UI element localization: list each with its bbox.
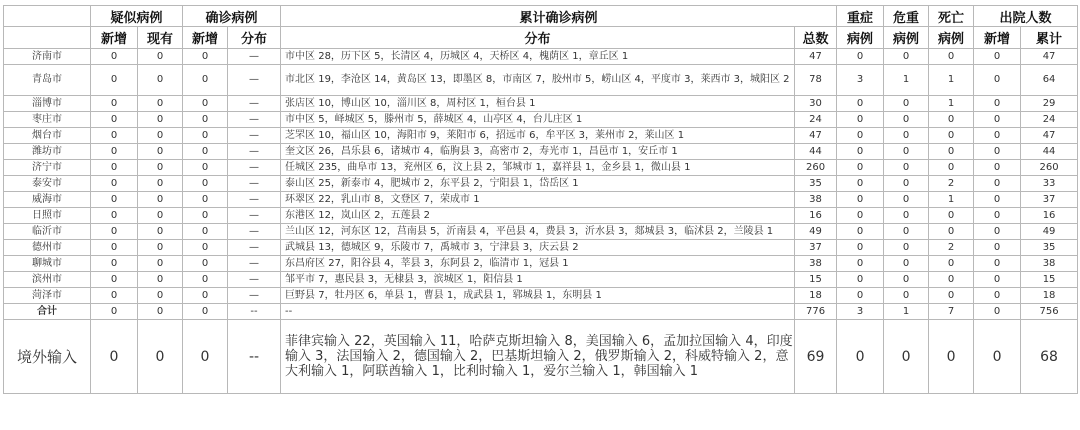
confirmed-distribution-cell: —: [228, 256, 281, 272]
total-cell: 47: [795, 128, 837, 144]
distribution-cell: 任城区 235，曲阜市 13，兖州区 6，汶上县 2，邹城市 1，嘉祥县 1，金乡县 1，微山县 1: [281, 160, 795, 176]
confirmed-distribution-cell: —: [228, 176, 281, 192]
discharged-new-cell: 0: [974, 240, 1021, 256]
discharged-new-cell: 0: [974, 320, 1021, 394]
header-cumulative: 累计确诊病例: [281, 6, 837, 27]
discharged-cumulative-cell: 68: [1021, 320, 1078, 394]
critical-cell: 0: [884, 112, 929, 128]
city-cell: 临沂市: [4, 224, 91, 240]
total-cell: 78: [795, 65, 837, 96]
header-discharged-new: 新增: [974, 27, 1021, 49]
discharged-cumulative-cell: 16: [1021, 208, 1078, 224]
death-cell: 1: [929, 96, 974, 112]
confirmed-distribution-cell: —: [228, 288, 281, 304]
death-cell: 0: [929, 49, 974, 65]
distribution-cell: 芝罘区 10，福山区 10，海阳市 9，莱阳市 6，招远市 6，牟平区 3，莱州市 2，莱山区 1: [281, 128, 795, 144]
confirmed-new-cell: 0: [183, 65, 228, 96]
confirmed-new-cell: 0: [183, 224, 228, 240]
discharged-cumulative-cell: 35: [1021, 240, 1078, 256]
covid-statistics-table: [3, 5, 1078, 394]
discharged-new-cell: 0: [974, 96, 1021, 112]
confirmed-new-cell: 0: [183, 128, 228, 144]
severe-cell: 0: [837, 272, 884, 288]
discharged-cumulative-cell: 44: [1021, 144, 1078, 160]
critical-cell: 0: [884, 144, 929, 160]
discharged-new-cell: 0: [974, 208, 1021, 224]
corner-cell: [4, 6, 91, 27]
distribution-cell: 菲律宾输入 22，英国输入 11，哈萨克斯坦输入 8，美国输入 6，孟加拉国输入 4，印度输入 3，法国输入 2，德国输入 2，巴基斯坦输入 2，俄罗斯输入 2，科威特输入 2，意大利输入 1，阿联酋输入 1，比利时输入 1，爱尔兰输入 1，韩国输入 1: [281, 320, 795, 394]
discharged-cumulative-cell: 33: [1021, 176, 1078, 192]
discharged-new-cell: 0: [974, 192, 1021, 208]
total-cell: 776: [795, 304, 837, 320]
death-cell: 0: [929, 256, 974, 272]
city-cell: 济宁市: [4, 160, 91, 176]
table-row: [4, 304, 1078, 320]
suspected-current-cell: 0: [138, 144, 183, 160]
confirmed-distribution-cell: —: [228, 192, 281, 208]
suspected-current-cell: 0: [138, 272, 183, 288]
distribution-cell: 东港区 12，岚山区 2，五莲县 2: [281, 208, 795, 224]
critical-cell: 0: [884, 96, 929, 112]
table-row: [4, 160, 1078, 176]
confirmed-distribution-cell: —: [228, 144, 281, 160]
suspected-new-cell: 0: [91, 192, 138, 208]
confirmed-new-cell: 0: [183, 144, 228, 160]
discharged-cumulative-cell: 38: [1021, 256, 1078, 272]
suspected-new-cell: 0: [91, 49, 138, 65]
discharged-cumulative-cell: 260: [1021, 160, 1078, 176]
suspected-new-cell: 0: [91, 128, 138, 144]
confirmed-new-cell: 0: [183, 96, 228, 112]
header-confirmed: 确诊病例: [183, 6, 281, 27]
critical-cell: 0: [884, 320, 929, 394]
suspected-current-cell: 0: [138, 96, 183, 112]
discharged-new-cell: 0: [974, 304, 1021, 320]
discharged-cumulative-cell: 18: [1021, 288, 1078, 304]
header-row-2: [4, 27, 1078, 49]
header-critical-top: 危重: [884, 6, 929, 27]
critical-cell: 0: [884, 128, 929, 144]
total-cell: 38: [795, 256, 837, 272]
severe-cell: 0: [837, 144, 884, 160]
death-cell: 2: [929, 176, 974, 192]
confirmed-new-cell: 0: [183, 176, 228, 192]
city-cell: 泰安市: [4, 176, 91, 192]
confirmed-new-cell: 0: [183, 256, 228, 272]
discharged-cumulative-cell: 756: [1021, 304, 1078, 320]
confirmed-distribution-cell: —: [228, 240, 281, 256]
distribution-cell: 奎文区 26，昌乐县 6，诸城市 4，临朐县 3，高密市 2，寿光市 1，昌邑市 1，安丘市 1: [281, 144, 795, 160]
critical-cell: 0: [884, 208, 929, 224]
severe-cell: 3: [837, 65, 884, 96]
distribution-cell: 武城县 13，德城区 9，乐陵市 7，禹城市 3，宁津县 3，庆云县 2: [281, 240, 795, 256]
corner-cell-2: [4, 27, 91, 49]
critical-cell: 1: [884, 65, 929, 96]
header-severe-bottom: 病例: [837, 27, 884, 49]
critical-cell: 0: [884, 224, 929, 240]
confirmed-distribution-cell: --: [228, 304, 281, 320]
distribution-cell: 环翠区 22，乳山市 8，文登区 7，荣成市 1: [281, 192, 795, 208]
suspected-current-cell: 0: [138, 288, 183, 304]
total-cell: 15: [795, 272, 837, 288]
city-cell: 威海市: [4, 192, 91, 208]
city-cell: 潍坊市: [4, 144, 91, 160]
total-cell: 37: [795, 240, 837, 256]
table-row: [4, 65, 1078, 96]
table-row: [4, 256, 1078, 272]
header-confirmed-new: 新增: [183, 27, 228, 49]
table-row: [4, 144, 1078, 160]
suspected-current-cell: 0: [138, 192, 183, 208]
suspected-current-cell: 0: [138, 176, 183, 192]
city-cell: 青岛市: [4, 65, 91, 96]
suspected-current-cell: 0: [138, 240, 183, 256]
severe-cell: 0: [837, 96, 884, 112]
discharged-cumulative-cell: 15: [1021, 272, 1078, 288]
death-cell: 0: [929, 320, 974, 394]
header-cumulative-distribution: 分布: [281, 27, 795, 49]
suspected-current-cell: 0: [138, 128, 183, 144]
death-cell: 0: [929, 288, 974, 304]
severe-cell: 0: [837, 192, 884, 208]
severe-cell: 0: [837, 240, 884, 256]
suspected-new-cell: 0: [91, 208, 138, 224]
suspected-new-cell: 0: [91, 65, 138, 96]
suspected-new-cell: 0: [91, 288, 138, 304]
confirmed-distribution-cell: --: [228, 320, 281, 394]
header-critical-bottom: 病例: [884, 27, 929, 49]
death-cell: 0: [929, 128, 974, 144]
suspected-new-cell: 0: [91, 304, 138, 320]
confirmed-new-cell: 0: [183, 112, 228, 128]
suspected-new-cell: 0: [91, 96, 138, 112]
critical-cell: 0: [884, 49, 929, 65]
total-cell: 260: [795, 160, 837, 176]
discharged-new-cell: 0: [974, 224, 1021, 240]
discharged-new-cell: 0: [974, 65, 1021, 96]
confirmed-distribution-cell: —: [228, 65, 281, 96]
confirmed-distribution-cell: —: [228, 96, 281, 112]
severe-cell: 0: [837, 208, 884, 224]
distribution-cell: --: [281, 304, 795, 320]
table-row: [4, 224, 1078, 240]
total-cell: 49: [795, 224, 837, 240]
death-cell: 0: [929, 144, 974, 160]
confirmed-new-cell: 0: [183, 320, 228, 394]
header-suspected: 疑似病例: [91, 6, 183, 27]
city-cell: 济南市: [4, 49, 91, 65]
severe-cell: 0: [837, 176, 884, 192]
confirmed-new-cell: 0: [183, 49, 228, 65]
suspected-current-cell: 0: [138, 65, 183, 96]
table-row: [4, 320, 1078, 394]
confirmed-new-cell: 0: [183, 272, 228, 288]
header-discharged: 出院人数: [974, 6, 1078, 27]
suspected-new-cell: 0: [91, 272, 138, 288]
discharged-cumulative-cell: 29: [1021, 96, 1078, 112]
suspected-current-cell: 0: [138, 208, 183, 224]
discharged-cumulative-cell: 37: [1021, 192, 1078, 208]
confirmed-new-cell: 0: [183, 304, 228, 320]
discharged-cumulative-cell: 24: [1021, 112, 1078, 128]
distribution-cell: 东昌府区 27，阳谷县 4，莘县 3，东阿县 2，临清市 1，冠县 1: [281, 256, 795, 272]
suspected-current-cell: 0: [138, 49, 183, 65]
city-cell: 菏泽市: [4, 288, 91, 304]
confirmed-distribution-cell: —: [228, 128, 281, 144]
city-cell: 合计: [4, 304, 91, 320]
confirmed-distribution-cell: —: [228, 208, 281, 224]
death-cell: 0: [929, 160, 974, 176]
severe-cell: 0: [837, 49, 884, 65]
critical-cell: 0: [884, 160, 929, 176]
discharged-cumulative-cell: 49: [1021, 224, 1078, 240]
discharged-new-cell: 0: [974, 49, 1021, 65]
table-row: [4, 240, 1078, 256]
distribution-cell: 泰山区 25，新泰市 4，肥城市 2，东平县 2，宁阳县 1，岱岳区 1: [281, 176, 795, 192]
city-cell: 枣庄市: [4, 112, 91, 128]
critical-cell: 1: [884, 304, 929, 320]
confirmed-distribution-cell: —: [228, 49, 281, 65]
header-discharged-cumulative: 累计: [1021, 27, 1078, 49]
critical-cell: 0: [884, 192, 929, 208]
suspected-current-cell: 0: [138, 112, 183, 128]
confirmed-new-cell: 0: [183, 240, 228, 256]
distribution-cell: 市北区 19，李沧区 14，黄岛区 13，即墨区 8，市南区 7，胶州市 5，崂山区 4，平度市 3，莱西市 3，城阳区 2: [281, 65, 795, 96]
table-row: [4, 128, 1078, 144]
severe-cell: 0: [837, 160, 884, 176]
distribution-cell: 巨野县 7，牡丹区 6，单县 1，曹县 1，成武县 1，郓城县 1，东明县 1: [281, 288, 795, 304]
critical-cell: 0: [884, 288, 929, 304]
table-row: [4, 208, 1078, 224]
total-cell: 18: [795, 288, 837, 304]
confirmed-distribution-cell: —: [228, 272, 281, 288]
total-cell: 38: [795, 192, 837, 208]
table-row: [4, 176, 1078, 192]
distribution-cell: 张店区 10，博山区 10，淄川区 8，周村区 1，桓台县 1: [281, 96, 795, 112]
confirmed-new-cell: 0: [183, 208, 228, 224]
total-cell: 24: [795, 112, 837, 128]
severe-cell: 0: [837, 112, 884, 128]
discharged-new-cell: 0: [974, 272, 1021, 288]
header-cumulative-total: 总数: [795, 27, 837, 49]
table-body: [4, 49, 1078, 394]
severe-cell: 0: [837, 224, 884, 240]
discharged-new-cell: 0: [974, 288, 1021, 304]
discharged-new-cell: 0: [974, 160, 1021, 176]
death-cell: 0: [929, 112, 974, 128]
total-cell: 30: [795, 96, 837, 112]
death-cell: 0: [929, 208, 974, 224]
table-row: [4, 272, 1078, 288]
total-cell: 16: [795, 208, 837, 224]
total-cell: 47: [795, 49, 837, 65]
suspected-new-cell: 0: [91, 256, 138, 272]
city-cell: 聊城市: [4, 256, 91, 272]
death-cell: 2: [929, 240, 974, 256]
critical-cell: 0: [884, 256, 929, 272]
discharged-new-cell: 0: [974, 144, 1021, 160]
suspected-current-cell: 0: [138, 224, 183, 240]
discharged-new-cell: 0: [974, 112, 1021, 128]
total-cell: 69: [795, 320, 837, 394]
city-cell: 德州市: [4, 240, 91, 256]
critical-cell: 0: [884, 176, 929, 192]
header-row-1: [4, 6, 1078, 27]
distribution-cell: 市中区 5，峄城区 5，滕州市 5，薛城区 4，山亭区 4，台儿庄区 1: [281, 112, 795, 128]
table-row: [4, 112, 1078, 128]
city-cell: 淄博市: [4, 96, 91, 112]
discharged-cumulative-cell: 64: [1021, 65, 1078, 96]
header-confirmed-distribution: 分布: [228, 27, 281, 49]
death-cell: 0: [929, 224, 974, 240]
distribution-cell: 邹平市 7，惠民县 3，无棣县 3，滨城区 1，阳信县 1: [281, 272, 795, 288]
discharged-new-cell: 0: [974, 176, 1021, 192]
discharged-new-cell: 0: [974, 256, 1021, 272]
suspected-current-cell: 0: [138, 160, 183, 176]
city-cell: 烟台市: [4, 128, 91, 144]
distribution-cell: 兰山区 12，河东区 12，莒南县 5，沂南县 4，平邑县 4，费县 3，沂水县 3，郯城县 3，临沭县 2，兰陵县 1: [281, 224, 795, 240]
discharged-new-cell: 0: [974, 128, 1021, 144]
city-cell: 日照市: [4, 208, 91, 224]
suspected-current-cell: 0: [138, 256, 183, 272]
header-suspected-new: 新增: [91, 27, 138, 49]
confirmed-distribution-cell: —: [228, 224, 281, 240]
severe-cell: 0: [837, 320, 884, 394]
total-cell: 35: [795, 176, 837, 192]
confirmed-new-cell: 0: [183, 288, 228, 304]
discharged-cumulative-cell: 47: [1021, 49, 1078, 65]
severe-cell: 0: [837, 128, 884, 144]
confirmed-new-cell: 0: [183, 160, 228, 176]
suspected-new-cell: 0: [91, 224, 138, 240]
suspected-new-cell: 0: [91, 320, 138, 394]
header-death-top: 死亡: [929, 6, 974, 27]
death-cell: 1: [929, 192, 974, 208]
death-cell: 0: [929, 272, 974, 288]
table-row: [4, 49, 1078, 65]
confirmed-distribution-cell: —: [228, 160, 281, 176]
table-row: [4, 96, 1078, 112]
confirmed-new-cell: 0: [183, 192, 228, 208]
suspected-new-cell: 0: [91, 160, 138, 176]
death-cell: 7: [929, 304, 974, 320]
header-death-bottom: 病例: [929, 27, 974, 49]
severe-cell: 0: [837, 288, 884, 304]
suspected-current-cell: 0: [138, 304, 183, 320]
confirmed-distribution-cell: —: [228, 112, 281, 128]
death-cell: 1: [929, 65, 974, 96]
header-suspected-current: 现有: [138, 27, 183, 49]
suspected-current-cell: 0: [138, 320, 183, 394]
severe-cell: 3: [837, 304, 884, 320]
suspected-new-cell: 0: [91, 144, 138, 160]
suspected-new-cell: 0: [91, 240, 138, 256]
critical-cell: 0: [884, 240, 929, 256]
discharged-cumulative-cell: 47: [1021, 128, 1078, 144]
table-row: [4, 288, 1078, 304]
table-row: [4, 192, 1078, 208]
city-cell: 境外输入: [4, 320, 91, 394]
total-cell: 44: [795, 144, 837, 160]
suspected-new-cell: 0: [91, 112, 138, 128]
severe-cell: 0: [837, 256, 884, 272]
city-cell: 滨州市: [4, 272, 91, 288]
distribution-cell: 市中区 28，历下区 5，长清区 4，历城区 4，天桥区 4，槐荫区 1，章丘区 1: [281, 49, 795, 65]
critical-cell: 0: [884, 272, 929, 288]
header-severe-top: 重症: [837, 6, 884, 27]
suspected-new-cell: 0: [91, 176, 138, 192]
